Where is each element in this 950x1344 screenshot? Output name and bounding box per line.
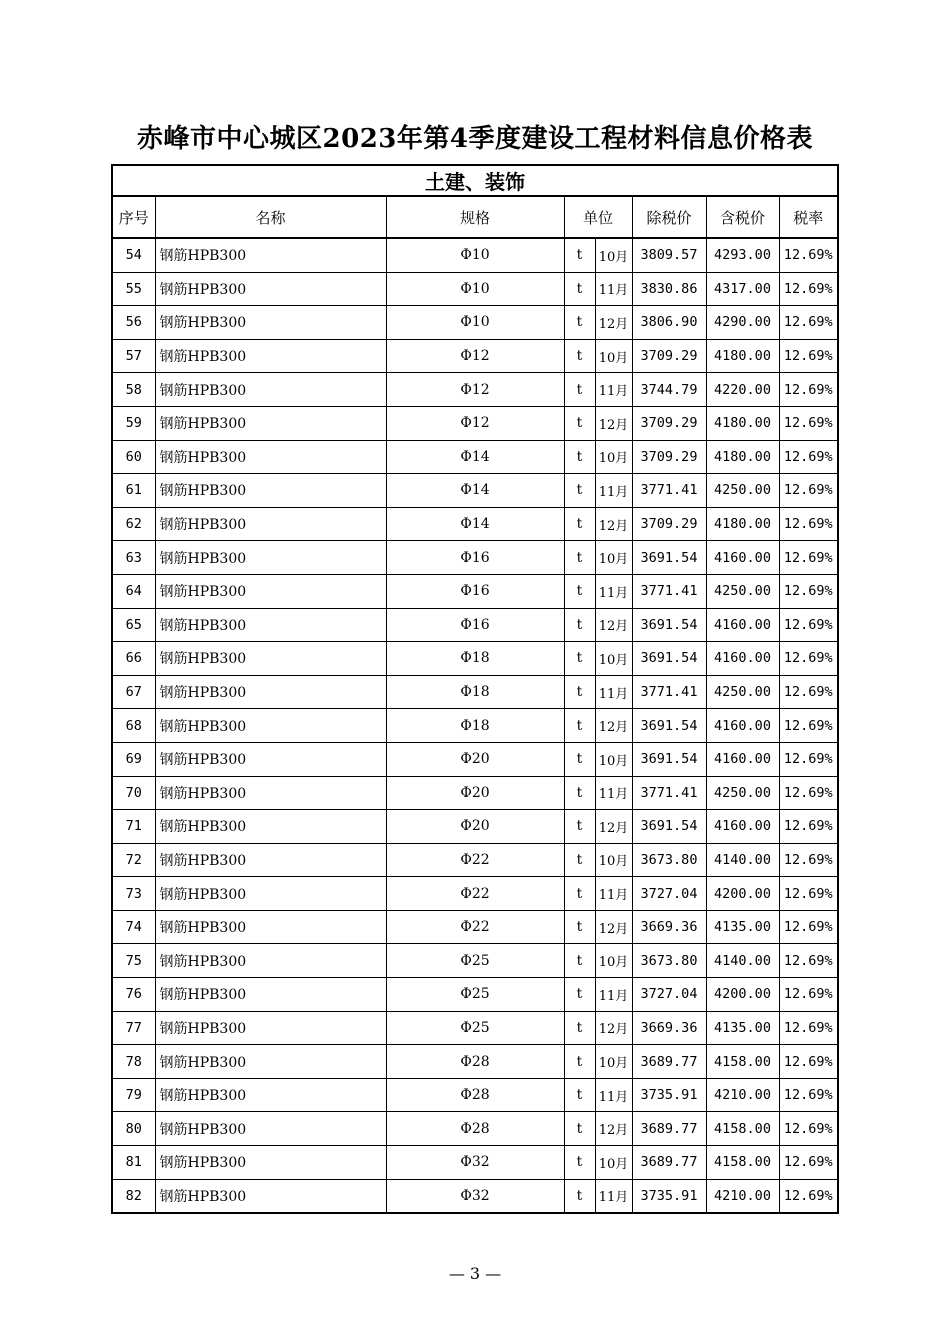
table-row — [112, 440, 838, 474]
cell-ex-tax: 3691.54 — [632, 742, 706, 776]
cell-inc-tax: 4200.00 — [706, 877, 779, 911]
header-ex-tax: 除税价 — [632, 196, 706, 238]
cell-name: 钢筋HPB300 — [155, 709, 386, 743]
cell-rate: 12.69% — [779, 877, 838, 911]
cell-spec: Φ20 — [386, 810, 564, 844]
cell-rate: 12.69% — [779, 642, 838, 676]
cell-month: 11月 — [595, 877, 632, 911]
cell-month: 11月 — [595, 776, 632, 810]
table-row — [112, 843, 838, 877]
cell-inc-tax: 4140.00 — [706, 843, 779, 877]
cell-unit: t — [564, 944, 595, 978]
cell-ex-tax: 3735.91 — [632, 1179, 706, 1213]
cell-month: 12月 — [595, 406, 632, 440]
cell-inc-tax: 4210.00 — [706, 1179, 779, 1213]
cell-ex-tax: 3709.29 — [632, 507, 706, 541]
cell-no: 80 — [112, 1112, 155, 1146]
cell-inc-tax: 4250.00 — [706, 474, 779, 508]
cell-month: 12月 — [595, 608, 632, 642]
cell-rate: 12.69% — [779, 843, 838, 877]
cell-name: 钢筋HPB300 — [155, 910, 386, 944]
cell-no: 82 — [112, 1179, 155, 1213]
cell-month: 11月 — [595, 1179, 632, 1213]
cell-rate: 12.69% — [779, 1179, 838, 1213]
cell-name: 钢筋HPB300 — [155, 541, 386, 575]
cell-spec: Φ28 — [386, 1112, 564, 1146]
cell-month: 12月 — [595, 507, 632, 541]
cell-no: 77 — [112, 1011, 155, 1045]
cell-month: 11月 — [595, 675, 632, 709]
cell-no: 70 — [112, 776, 155, 810]
cell-name: 钢筋HPB300 — [155, 843, 386, 877]
table-row — [112, 978, 838, 1012]
cell-no: 74 — [112, 910, 155, 944]
cell-month: 11月 — [595, 574, 632, 608]
cell-month: 12月 — [595, 810, 632, 844]
cell-rate: 12.69% — [779, 339, 838, 373]
cell-name: 钢筋HPB300 — [155, 1146, 386, 1180]
cell-ex-tax: 3689.77 — [632, 1045, 706, 1079]
cell-ex-tax: 3691.54 — [632, 541, 706, 575]
cell-name: 钢筋HPB300 — [155, 642, 386, 676]
cell-inc-tax: 4180.00 — [706, 339, 779, 373]
cell-month: 11月 — [595, 978, 632, 1012]
cell-name: 钢筋HPB300 — [155, 373, 386, 407]
cell-name: 钢筋HPB300 — [155, 608, 386, 642]
cell-name: 钢筋HPB300 — [155, 776, 386, 810]
table-row — [112, 574, 838, 608]
table-row — [112, 910, 838, 944]
cell-month: 11月 — [595, 373, 632, 407]
cell-rate: 12.69% — [779, 238, 838, 272]
cell-name: 钢筋HPB300 — [155, 1045, 386, 1079]
cell-spec: Φ12 — [386, 373, 564, 407]
price-table — [111, 164, 839, 1214]
cell-unit: t — [564, 978, 595, 1012]
cell-rate: 12.69% — [779, 440, 838, 474]
cell-rate: 12.69% — [779, 608, 838, 642]
cell-rate: 12.69% — [779, 1112, 838, 1146]
cell-ex-tax: 3673.80 — [632, 843, 706, 877]
column-header-row — [112, 196, 838, 238]
cell-month: 10月 — [595, 440, 632, 474]
cell-month: 10月 — [595, 1146, 632, 1180]
table-row — [112, 810, 838, 844]
cell-ex-tax: 3669.36 — [632, 1011, 706, 1045]
cell-rate: 12.69% — [779, 541, 838, 575]
cell-month: 11月 — [595, 1078, 632, 1112]
cell-rate: 12.69% — [779, 910, 838, 944]
cell-ex-tax: 3771.41 — [632, 474, 706, 508]
cell-unit: t — [564, 1146, 595, 1180]
cell-rate: 12.69% — [779, 574, 838, 608]
cell-inc-tax: 4135.00 — [706, 1011, 779, 1045]
cell-inc-tax: 4293.00 — [706, 238, 779, 272]
cell-unit: t — [564, 272, 595, 306]
cell-name: 钢筋HPB300 — [155, 1011, 386, 1045]
cell-inc-tax: 4317.00 — [706, 272, 779, 306]
cell-month: 11月 — [595, 272, 632, 306]
table-row — [112, 1112, 838, 1146]
cell-rate: 12.69% — [779, 709, 838, 743]
cell-name: 钢筋HPB300 — [155, 877, 386, 911]
table-row — [112, 709, 838, 743]
cell-rate: 12.69% — [779, 507, 838, 541]
cell-unit: t — [564, 507, 595, 541]
cell-spec: Φ25 — [386, 1011, 564, 1045]
cell-spec: Φ14 — [386, 507, 564, 541]
cell-unit: t — [564, 373, 595, 407]
cell-spec: Φ16 — [386, 574, 564, 608]
cell-no: 65 — [112, 608, 155, 642]
cell-month: 10月 — [595, 541, 632, 575]
cell-rate: 12.69% — [779, 474, 838, 508]
cell-ex-tax: 3771.41 — [632, 574, 706, 608]
cell-unit: t — [564, 339, 595, 373]
cell-month: 10月 — [595, 944, 632, 978]
section-title: 土建、装饰 — [112, 165, 838, 196]
cell-spec: Φ25 — [386, 944, 564, 978]
cell-spec: Φ18 — [386, 642, 564, 676]
cell-no: 58 — [112, 373, 155, 407]
cell-month: 10月 — [595, 742, 632, 776]
table-row — [112, 474, 838, 508]
cell-inc-tax: 4158.00 — [706, 1146, 779, 1180]
cell-no: 68 — [112, 709, 155, 743]
cell-ex-tax: 3735.91 — [632, 1078, 706, 1112]
cell-name: 钢筋HPB300 — [155, 1078, 386, 1112]
cell-month: 12月 — [595, 910, 632, 944]
cell-no: 79 — [112, 1078, 155, 1112]
cell-no: 56 — [112, 306, 155, 340]
table-row — [112, 1011, 838, 1045]
cell-name: 钢筋HPB300 — [155, 978, 386, 1012]
header-spec: 规格 — [386, 196, 564, 238]
cell-spec: Φ32 — [386, 1146, 564, 1180]
cell-name: 钢筋HPB300 — [155, 339, 386, 373]
cell-no: 72 — [112, 843, 155, 877]
cell-inc-tax: 4158.00 — [706, 1045, 779, 1079]
cell-no: 66 — [112, 642, 155, 676]
cell-no: 71 — [112, 810, 155, 844]
cell-spec: Φ10 — [386, 238, 564, 272]
cell-unit: t — [564, 843, 595, 877]
cell-name: 钢筋HPB300 — [155, 507, 386, 541]
cell-ex-tax: 3709.29 — [632, 440, 706, 474]
table-row — [112, 1078, 838, 1112]
cell-month: 11月 — [595, 474, 632, 508]
cell-unit: t — [564, 910, 595, 944]
cell-unit: t — [564, 440, 595, 474]
cell-rate: 12.69% — [779, 373, 838, 407]
cell-inc-tax: 4250.00 — [706, 776, 779, 810]
cell-month: 10月 — [595, 238, 632, 272]
header-name: 名称 — [155, 196, 386, 238]
cell-spec: Φ20 — [386, 742, 564, 776]
cell-inc-tax: 4135.00 — [706, 910, 779, 944]
cell-no: 60 — [112, 440, 155, 474]
cell-name: 钢筋HPB300 — [155, 440, 386, 474]
cell-spec: Φ18 — [386, 675, 564, 709]
cell-unit: t — [564, 1179, 595, 1213]
cell-unit: t — [564, 642, 595, 676]
cell-rate: 12.69% — [779, 810, 838, 844]
table-row — [112, 776, 838, 810]
cell-inc-tax: 4160.00 — [706, 742, 779, 776]
cell-spec: Φ14 — [386, 474, 564, 508]
cell-unit: t — [564, 776, 595, 810]
header-unit: 单位 — [564, 196, 632, 238]
table-row — [112, 608, 838, 642]
header-no: 序号 — [112, 196, 155, 238]
cell-month: 10月 — [595, 642, 632, 676]
cell-rate: 12.69% — [779, 1078, 838, 1112]
cell-spec: Φ12 — [386, 406, 564, 440]
cell-no: 54 — [112, 238, 155, 272]
cell-unit: t — [564, 541, 595, 575]
cell-no: 73 — [112, 877, 155, 911]
cell-ex-tax: 3806.90 — [632, 306, 706, 340]
cell-name: 钢筋HPB300 — [155, 406, 386, 440]
cell-inc-tax: 4140.00 — [706, 944, 779, 978]
cell-inc-tax: 4180.00 — [706, 406, 779, 440]
cell-ex-tax: 3744.79 — [632, 373, 706, 407]
table-row — [112, 642, 838, 676]
cell-no: 62 — [112, 507, 155, 541]
cell-ex-tax: 3691.54 — [632, 608, 706, 642]
cell-spec: Φ22 — [386, 843, 564, 877]
cell-unit: t — [564, 474, 595, 508]
cell-inc-tax: 4160.00 — [706, 642, 779, 676]
cell-name: 钢筋HPB300 — [155, 272, 386, 306]
cell-unit: t — [564, 306, 595, 340]
cell-unit: t — [564, 742, 595, 776]
cell-ex-tax: 3771.41 — [632, 776, 706, 810]
cell-spec: Φ14 — [386, 440, 564, 474]
cell-month: 12月 — [595, 1112, 632, 1146]
cell-inc-tax: 4220.00 — [706, 373, 779, 407]
cell-spec: Φ10 — [386, 306, 564, 340]
cell-no: 81 — [112, 1146, 155, 1180]
table-row — [112, 1146, 838, 1180]
cell-unit: t — [564, 709, 595, 743]
cell-no: 69 — [112, 742, 155, 776]
cell-name: 钢筋HPB300 — [155, 1179, 386, 1213]
cell-no: 78 — [112, 1045, 155, 1079]
cell-name: 钢筋HPB300 — [155, 238, 386, 272]
cell-name: 钢筋HPB300 — [155, 742, 386, 776]
cell-month: 12月 — [595, 1011, 632, 1045]
cell-unit: t — [564, 608, 595, 642]
cell-inc-tax: 4200.00 — [706, 978, 779, 1012]
cell-rate: 12.69% — [779, 406, 838, 440]
cell-rate: 12.69% — [779, 742, 838, 776]
cell-inc-tax: 4160.00 — [706, 709, 779, 743]
cell-month: 12月 — [595, 709, 632, 743]
cell-ex-tax: 3709.29 — [632, 339, 706, 373]
cell-ex-tax: 3771.41 — [632, 675, 706, 709]
page-title: 赤峰市中心城区2023年第4季度建设工程材料信息价格表 — [137, 124, 813, 154]
cell-rate: 12.69% — [779, 944, 838, 978]
cell-inc-tax: 4160.00 — [706, 608, 779, 642]
cell-no: 57 — [112, 339, 155, 373]
cell-unit: t — [564, 1011, 595, 1045]
cell-unit: t — [564, 675, 595, 709]
cell-ex-tax: 3669.36 — [632, 910, 706, 944]
cell-rate: 12.69% — [779, 776, 838, 810]
cell-unit: t — [564, 1045, 595, 1079]
cell-ex-tax: 3691.54 — [632, 709, 706, 743]
cell-spec: Φ22 — [386, 910, 564, 944]
cell-name: 钢筋HPB300 — [155, 810, 386, 844]
cell-ex-tax: 3709.29 — [632, 406, 706, 440]
table-row — [112, 675, 838, 709]
cell-unit: t — [564, 574, 595, 608]
table-row — [112, 406, 838, 440]
cell-spec: Φ16 — [386, 608, 564, 642]
cell-spec: Φ18 — [386, 709, 564, 743]
cell-rate: 12.69% — [779, 306, 838, 340]
cell-name: 钢筋HPB300 — [155, 1112, 386, 1146]
cell-rate: 12.69% — [779, 1045, 838, 1079]
header-inc-tax: 含税价 — [706, 196, 779, 238]
cell-unit: t — [564, 406, 595, 440]
cell-no: 75 — [112, 944, 155, 978]
cell-month: 10月 — [595, 339, 632, 373]
cell-inc-tax: 4158.00 — [706, 1112, 779, 1146]
cell-ex-tax: 3689.77 — [632, 1146, 706, 1180]
cell-spec: Φ20 — [386, 776, 564, 810]
cell-no: 63 — [112, 541, 155, 575]
section-header-row — [112, 165, 838, 196]
cell-inc-tax: 4180.00 — [706, 507, 779, 541]
cell-name: 钢筋HPB300 — [155, 944, 386, 978]
cell-ex-tax: 3727.04 — [632, 877, 706, 911]
cell-rate: 12.69% — [779, 1011, 838, 1045]
cell-unit: t — [564, 1112, 595, 1146]
cell-spec: Φ12 — [386, 339, 564, 373]
table-row — [112, 272, 838, 306]
cell-inc-tax: 4250.00 — [706, 675, 779, 709]
cell-spec: Φ28 — [386, 1078, 564, 1112]
cell-rate: 12.69% — [779, 272, 838, 306]
table-row — [112, 1045, 838, 1079]
cell-ex-tax: 3830.86 — [632, 272, 706, 306]
table-row — [112, 306, 838, 340]
table-row — [112, 1179, 838, 1213]
cell-inc-tax: 4210.00 — [706, 1078, 779, 1112]
cell-no: 67 — [112, 675, 155, 709]
cell-unit: t — [564, 877, 595, 911]
table-row — [112, 238, 838, 272]
cell-rate: 12.69% — [779, 1146, 838, 1180]
cell-spec: Φ10 — [386, 272, 564, 306]
cell-ex-tax: 3809.57 — [632, 238, 706, 272]
cell-name: 钢筋HPB300 — [155, 474, 386, 508]
cell-spec: Φ28 — [386, 1045, 564, 1079]
table-row — [112, 742, 838, 776]
cell-month: 10月 — [595, 843, 632, 877]
cell-ex-tax: 3691.54 — [632, 810, 706, 844]
cell-ex-tax: 3689.77 — [632, 1112, 706, 1146]
cell-unit: t — [564, 238, 595, 272]
cell-no: 64 — [112, 574, 155, 608]
cell-name: 钢筋HPB300 — [155, 675, 386, 709]
cell-inc-tax: 4290.00 — [706, 306, 779, 340]
table-row — [112, 541, 838, 575]
cell-month: 12月 — [595, 306, 632, 340]
table-row — [112, 944, 838, 978]
table-row — [112, 877, 838, 911]
cell-name: 钢筋HPB300 — [155, 306, 386, 340]
header-rate: 税率 — [779, 196, 838, 238]
cell-spec: Φ16 — [386, 541, 564, 575]
cell-no: 76 — [112, 978, 155, 1012]
cell-ex-tax: 3727.04 — [632, 978, 706, 1012]
cell-ex-tax: 3673.80 — [632, 944, 706, 978]
cell-unit: t — [564, 1078, 595, 1112]
cell-inc-tax: 4250.00 — [706, 574, 779, 608]
cell-inc-tax: 4160.00 — [706, 810, 779, 844]
cell-no: 55 — [112, 272, 155, 306]
cell-spec: Φ32 — [386, 1179, 564, 1213]
cell-rate: 12.69% — [779, 675, 838, 709]
cell-inc-tax: 4180.00 — [706, 440, 779, 474]
cell-ex-tax: 3691.54 — [632, 642, 706, 676]
cell-no: 61 — [112, 474, 155, 508]
page-number: — 3 — — [448, 1264, 502, 1283]
cell-unit: t — [564, 810, 595, 844]
cell-name: 钢筋HPB300 — [155, 574, 386, 608]
table-row — [112, 373, 838, 407]
cell-spec: Φ22 — [386, 877, 564, 911]
table-row — [112, 339, 838, 373]
cell-inc-tax: 4160.00 — [706, 541, 779, 575]
table-row — [112, 507, 838, 541]
cell-month: 10月 — [595, 1045, 632, 1079]
cell-rate: 12.69% — [779, 978, 838, 1012]
cell-spec: Φ25 — [386, 978, 564, 1012]
cell-no: 59 — [112, 406, 155, 440]
